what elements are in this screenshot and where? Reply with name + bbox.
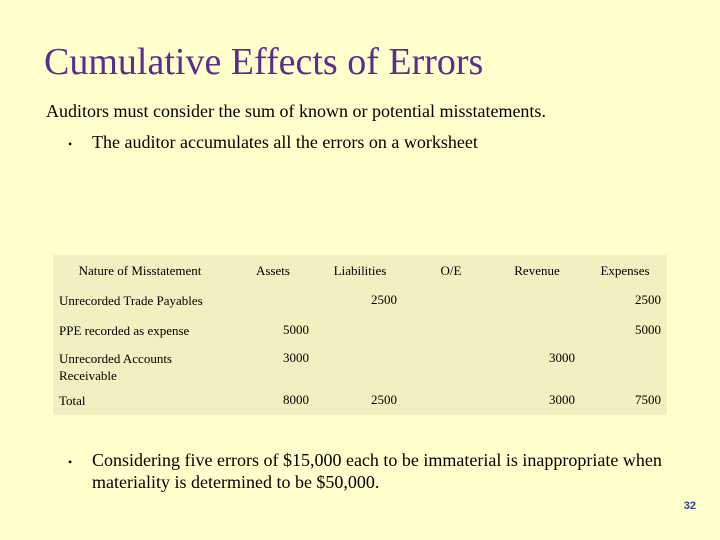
bullet-dot-icon: • — [68, 455, 73, 469]
slide-title: Cumulative Effects of Errors — [44, 41, 484, 83]
header-revenue: Revenue — [514, 263, 560, 278]
row-label-ppe: PPE recorded as expense — [59, 323, 190, 338]
bullet-worksheet — [68, 131, 478, 153]
row-label-accounts-receivable: Unrecorded Accounts Receivable — [59, 351, 172, 383]
cell-expenses: 2500 — [635, 292, 661, 307]
cell-expenses: 5000 — [635, 322, 661, 337]
cell-liabilities: 2500 — [371, 292, 397, 307]
cell-assets: 3000 — [283, 350, 309, 365]
bullet-text: The auditor accumulates all the errors on a worksheet — [92, 132, 478, 152]
bullet-text: Considering five errors of $15,000 each to be immaterial is inappropriate when materiality is determined to be $50,000. — [92, 450, 662, 492]
header-nature: Nature of Misstatement — [78, 263, 202, 278]
header-liabilities: Liabilities — [333, 263, 387, 278]
cell-assets-total: 8000 — [283, 392, 309, 407]
cell-liabilities-total: 2500 — [371, 392, 397, 407]
row-label-trade-payables: Unrecorded Trade Payables — [59, 293, 203, 308]
cell-revenue: 3000 — [549, 350, 575, 365]
page-number: 32 — [683, 500, 696, 512]
cell-revenue-total: 3000 — [549, 392, 575, 407]
bullet-materiality — [68, 449, 708, 493]
header-expenses: Expenses — [600, 263, 650, 278]
misstatement-table — [53, 255, 667, 415]
intro-text: Auditors must consider the sum of known or potential misstatements. — [46, 101, 546, 121]
header-assets: Assets — [256, 263, 290, 278]
cell-expenses-total: 7500 — [635, 392, 661, 407]
bullet-dot-icon: • — [68, 137, 73, 151]
cell-assets: 5000 — [283, 322, 309, 337]
header-oe: O/E — [440, 263, 462, 278]
row-label-total: Total — [59, 393, 86, 408]
